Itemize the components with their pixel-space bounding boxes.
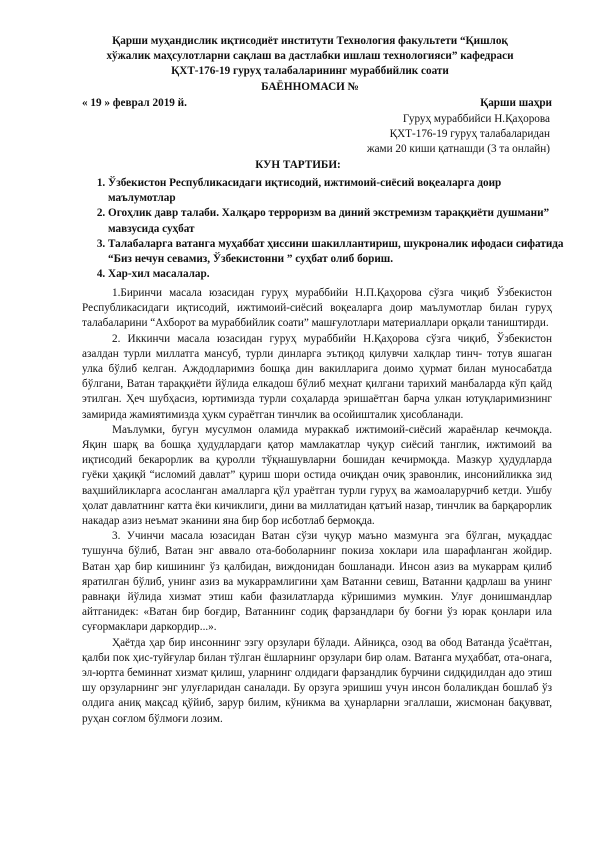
paragraph: 3. Учинчи масала юзасидан Ватан сўзи чуқур маъно мазмунга эга бўлган, муқаддас тушунча бўлиб, Ватан энг аввало ота-боболарнинг покиза хоклари ила шарафланган жойдир. Ватан ҳар бир кишининг ўз қалбидан, виждонидан бошланади. Инсон азиз ва мукаррам қилиб яратилган бўлиб, унинг азиз ва мукаррамлигини ҳам Ватанни севиш, Ватанни қадрлаш ва унинг равнақи йўлида хизмат этиш каби фазилатларда кўришимиз мумкин. Улуғ донишмандлар айтганидек: «Ватан бир боғдир, Ватаннинг содиқ фарзандлари бу боғни ўз юрак қонлари ила суғормаклари даркордир...». [82,530,552,634]
date-place-row [82,96,552,111]
paragraph: Маълумки, бугун мусулмон оламида мураккаб ижтимоий-сиёсий жараёнлар кечмоқда. Яқин шарқ ва бошқа ҳудудлардаги қатор мамлакатлар чуқур сиёсий танглик, ижтимоий ва иқтисодий бекарорлик ва қуролли тўқнашувларни бошидан кечирмоқда. Мазкур ҳудудларда гуёки ҳақиқй “исломий давлат” қуриш шори остида очиқдан очиқ зравонлик, инсонийликка зид ваҳшийликларга асосланган амалларга қўл ураётган турли гуруҳ ва жамоаларурчиб кетди. Ушбу ҳолат давлатнинг катта ёки кичиклиги, дини ва миллатидан қатъий назар, тинчлик ва барқарорлик накадар азиз неъмат эканини яна бир бор исботлаб бермоқда. [82,423,552,528]
agenda-item: 3. Талабаларга ватанга муҳаббат ҳиссини шакиллантириш, шукроналик ифодаси сифатида “Биз нечун севамиз, Ўзбекистонни ” суҳбат олиб бориш. [108,237,568,267]
agenda-item: 4. Хар-хил масалалар. [108,267,568,282]
group-name: ҚХТ-176-19 гуруҳ талабаларидан [389,128,550,140]
agenda-list [86,176,568,282]
header-line-institute: Қарши муҳандислик иқтисодиёт институти Технология факультети “Қишлоқ [112,35,508,47]
mentor-name: Гуруҳ мураббийси Н.Қаҳорова [402,113,550,125]
document-date: « 19 » феврал 2019 й. [82,97,187,109]
agenda-item: 2. Огоҳлик давр талаби. Халқаро терроризм ва диний экстремизм тараққиёти душмани” мавзусида суҳбат [108,206,568,236]
agenda-title: КУН ТАРТИБИ: [255,159,341,171]
agenda-item: 1. Ўзбекистон Республикасидаги иқтисодий, ижтимоий-сиёсий воқеаларга доир маълумотлар [108,176,568,206]
paragraph: 2. Иккинчи масала юзасидан гуруҳ мураббийи Н.Қаҳорова сўзга чиқиб, Ўзбекистон азалдан турли миллатга мансуб, турли динларга эътиқод қилувчи халқлар тинч- тотув яшаган улка бўлиб келган. Аждодларимиз бошқа дин вакилларига доимо ҳурмат билан муносабатда бўлгани, Ватан тараққиёти йўлида елкадош бўлиб меҳнат қилгани тарихий манбаларда кўп қайд этилган. Ҳеч шубҳасиз, юртимизда турли соҳаларда эришаётган барча улкан ютуқларимизнинг замирида жамиятимизда ҳукм сураётган тинчлик ва осойишталик ҳисобланади. [82,332,552,421]
document-body [82,286,552,727]
document-place: Қарши шаҳри [480,97,552,109]
attendance: жами 20 киши қатнашди (3 та онлайн) [366,143,550,155]
header-line-group: ҚХТ-176-19 гуруҳ талабаларининг мураббийлик соати [171,65,449,78]
paragraph: Ҳаётда ҳар бир инсоннинг эзгу орзулари бўлади. Айниқса, озод ва обод Ватанда ўсаётган, қалби пок ҳис-туйғулар билан тўлган ёшларнинг орзулари бир олам. Ватанга муҳаббат, ота-онага, эл-юртга беминнат хизмат қилиш, уларнинг олдидаги фарзандлик бурчини сидқидилдан адо этиш шу орзуларнинг энг улуғларидан саналади. Бу орзуга эришиш учун инсон болаликдан бошлаб ўз олдига аниқ мақсад қўйиб, зарур билим, кўникма ва ҳунарларни эгаллаши, жисмонан бақувват, руҳан соғлом бўлмоғи лозим. [82,636,552,725]
header-line-minutes: БАЁННОМАСИ № [261,80,359,93]
header-line-department: хўжалик маҳсулотларни сақлаш ва дастлабки ишлаш технологияси” кафедраси [106,50,514,63]
document-header [60,34,560,95]
paragraph: 1.Биринчи масала юзасидан гуруҳ мураббийи Н.П.Қаҳорова сўзга чиқиб Ўзбекистон Республикасидаги иқтисодий, ижтимоий-сиёсий воқеаларга доир маълумотлар билан гуруҳ талабаларини “Ахборот ва мураббийлик соати” машғулотлари материаллари орқали таништирди. [82,287,552,330]
